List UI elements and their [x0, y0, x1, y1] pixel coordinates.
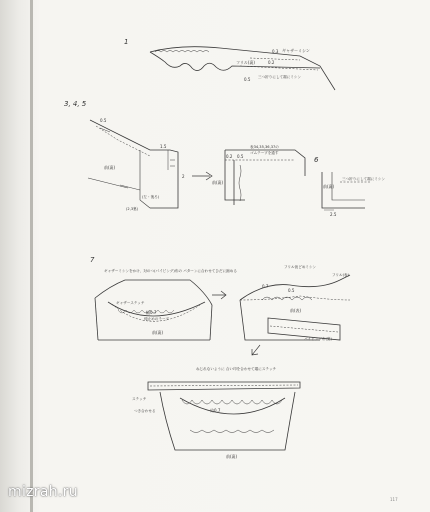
step-number-345: 3, 4, 5 [64, 100, 87, 108]
label-stay-tape: 伸止めのテープ [144, 317, 169, 321]
label-piping-fold: つき合わせる [134, 409, 156, 413]
measure-0-2: 0.2 [268, 60, 275, 65]
measure-2: 2 [182, 174, 185, 179]
page-number: 117 [390, 497, 398, 502]
step-7-arrow-down [252, 345, 260, 355]
label-frill-tack: フリル仮どめミシン [284, 265, 317, 269]
label-gather-stitch: ギャザーステッチ [116, 301, 145, 305]
label-size-note: 表34,35,36,37の [250, 145, 279, 149]
measure-0-7-width: 幅0.7 [146, 310, 157, 315]
step-7-bottom-diagram [148, 382, 300, 450]
measure-0-5-frill: 0.5 [288, 288, 295, 293]
measure-0-7: 0.7 [262, 284, 269, 289]
label-front-back-sleeve: 前(裏) [104, 165, 116, 170]
measure-0-5-casing: 0.5 [237, 154, 244, 159]
measure-0-2-casing: 0.2 [226, 154, 233, 159]
label-tape-note: ゴムテープを通す [250, 151, 279, 155]
label-frill-back: フリル(裏) [236, 60, 255, 65]
label-front-back-7: 前(裏) [152, 330, 164, 335]
step-345-casing-diagram [192, 150, 305, 205]
measure-1-5: 1.5 [160, 144, 167, 149]
label-piping-back: パイピング布(裏) [304, 337, 332, 341]
label-gather-machine: ギャザーミシン [282, 48, 310, 53]
label-front-back-6: 前(裏) [323, 184, 335, 189]
step-1-diagram [150, 47, 335, 90]
label-bottom-note: (2,3裏) [126, 207, 139, 211]
label-triple-fold: 三つ折りにして端にミシン [258, 75, 302, 79]
label-front-back-final: 前(裏) [226, 454, 238, 459]
measure-0-5: 0.5 [244, 77, 251, 82]
label-triple-fold-6: 三つ折りにして端にミシン [342, 177, 386, 181]
label-step7-note: ギャザーミシンをかけ、対のつ(パイピング)布の パターンに合わせてひだに縮める [104, 269, 237, 273]
label-front-right: 前(表) [290, 308, 302, 313]
measure-2-5: 2.5 [330, 212, 337, 217]
step-number-6: 6 [314, 156, 319, 164]
step-number-1: 1 [124, 38, 129, 46]
measure-0-3: 0.3 [272, 49, 279, 54]
label-frill-back-7: フリル(表) [332, 273, 350, 277]
step-345-diagram [88, 120, 178, 208]
step-number-7: 7 [90, 256, 95, 264]
label-front-back-casing: 前(裏) [212, 180, 224, 185]
measure-approx-0-7: 約0.7 [210, 408, 221, 413]
label-final-note: ねじれないように 合い印を合わせて端にステッチ [196, 367, 277, 371]
watermark-text: mizrah.ru [8, 484, 78, 500]
label-left-bottom: (左・後ろ) [142, 195, 160, 199]
step-7-arrow-right [212, 291, 226, 299]
label-stitch-left: ステッチ [132, 397, 147, 401]
measure-0-5-sleeve: 0.5 [100, 118, 107, 123]
